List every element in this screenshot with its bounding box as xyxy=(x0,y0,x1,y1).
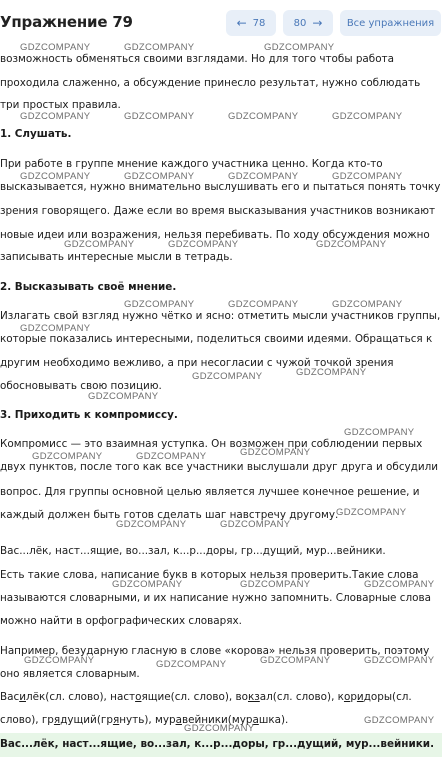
text-line: обосновывать свою позицию. xyxy=(0,380,162,392)
highlighted-letter: о xyxy=(343,691,351,703)
watermark: GDZCOMPANY xyxy=(296,367,367,378)
watermark: GDZCOMPANY xyxy=(124,42,195,53)
watermark: GDZCOMPANY xyxy=(336,507,407,518)
highlighted-letter: о xyxy=(135,691,142,703)
word-part: доры(сл. xyxy=(363,691,412,703)
watermark: GDZCOMPANY xyxy=(228,111,299,122)
watermark: GDZCOMPANY xyxy=(228,299,299,310)
text-line: Компромисс — это взаимная уступка. Он возможен при соблюдении первых xyxy=(0,438,423,450)
word-part: дущий(гр xyxy=(60,714,113,726)
text-line: высказывается, нужно внимательно выслушивать его и пытаться понять точку xyxy=(0,181,441,193)
watermark: GDZCOMPANY xyxy=(240,447,311,458)
watermark: GDZCOMPANY xyxy=(20,171,91,182)
text-line: три простых правила. xyxy=(0,99,121,111)
watermark: GDZCOMPANY xyxy=(168,239,239,250)
watermark: GDZCOMPANY xyxy=(24,655,95,666)
watermark: GDZCOMPANY xyxy=(260,655,331,666)
watermark: GDZCOMPANY xyxy=(124,299,195,310)
watermark: GDZCOMPANY xyxy=(184,723,255,734)
text-line: оно является словарным. xyxy=(0,668,140,680)
arrow-right-icon: → xyxy=(312,16,323,30)
word-part: лёк(сл. слово), наст xyxy=(25,691,136,703)
watermark: GDZCOMPANY xyxy=(88,391,159,402)
section-heading: 2. Высказывать своё мнение. xyxy=(0,281,177,293)
watermark: GDZCOMPANY xyxy=(228,171,299,182)
word-part: шка). xyxy=(258,714,289,726)
highlighted-letter: кз xyxy=(247,691,260,703)
word-part: слово), гр xyxy=(0,714,54,726)
watermark: GDZCOMPANY xyxy=(192,371,263,382)
word-part: р xyxy=(350,691,357,703)
text-line: записывать интересные мысли в тетрадь. xyxy=(0,251,233,263)
highlighted-letter: я xyxy=(53,714,61,726)
watermark: GDZCOMPANY xyxy=(240,579,311,590)
prev-exercise-label: 78 xyxy=(252,17,266,29)
text-line: При работе в группе мнение каждого участника ценно. Когда кто-то xyxy=(0,158,383,170)
text-line: новые идеи или возражения, нельзя перебивать. По ходу обсуждения можно xyxy=(0,229,430,241)
text-line: Есть такие слова, написание букв в которых нельзя проверить.Такие слова xyxy=(0,569,419,581)
watermark: GDZCOMPANY xyxy=(20,111,91,122)
word-analysis-line xyxy=(0,690,412,704)
text-line: Излагать свой взгляд нужно чётко и ясно: отметить мысли участников группы, xyxy=(0,310,441,322)
watermark: GDZCOMPANY xyxy=(364,715,435,726)
watermark: GDZCOMPANY xyxy=(220,519,291,530)
highlighted-letter: а xyxy=(252,714,259,726)
text-line: вопрос. Для группы основной целью является лучшее конечное решение, и xyxy=(0,486,420,498)
watermark: GDZCOMPANY xyxy=(332,111,403,122)
watermark: GDZCOMPANY xyxy=(124,111,195,122)
answer-highlight-bar xyxy=(0,733,442,757)
section-heading: 1. Слушать. xyxy=(0,128,72,140)
text-line: которые показались интересными, поделиться своими идеями. Обращаться к xyxy=(0,333,433,345)
section-heading: 3. Приходить к компромиссу. xyxy=(0,409,178,421)
text-line: другим необходимо вежливо, а при несогласии с чужой точкой зрения xyxy=(0,357,394,369)
watermark: GDZCOMPANY xyxy=(156,659,227,670)
highlighted-letter: а xyxy=(175,714,182,726)
text-line: двух пунктов, после того как все участники выслушали друг друга и обсудили xyxy=(0,461,439,473)
text-line: каждый должен быть готов сделать шаг навстречу другому. xyxy=(0,509,339,521)
next-exercise-label: 80 xyxy=(293,17,307,29)
text-line: возможность обменяться своими взглядами. Но для того чтобы работа xyxy=(0,53,394,65)
text-line: зрения говорящего. Даже если во время высказывания участников возникают xyxy=(0,205,436,217)
watermark: GDZCOMPANY xyxy=(364,579,435,590)
word-part: ящие(сл. слово), во xyxy=(141,691,248,703)
next-exercise-button[interactable] xyxy=(283,10,333,36)
watermark: GDZCOMPANY xyxy=(344,427,415,438)
text-line: Вас...лёк, наст...ящие, во...зал, к...р...доры, гр...дущий, мур...вейники. xyxy=(0,545,386,557)
watermark: GDZCOMPANY xyxy=(136,451,207,462)
page-title: Упражнение 79 xyxy=(0,13,133,31)
word-part: нуть), мур xyxy=(119,714,176,726)
prev-exercise-button[interactable] xyxy=(226,10,276,36)
answer-line: Вас...лёк, наст...ящие, во...зал, к...р...доры, гр...дущий, мур...вейники. xyxy=(0,738,435,750)
highlighted-letter: и xyxy=(356,691,364,703)
watermark: GDZCOMPANY xyxy=(316,239,387,250)
highlighted-letter: я xyxy=(112,714,120,726)
watermark: GDZCOMPANY xyxy=(64,239,135,250)
watermark: GDZCOMPANY xyxy=(264,42,335,53)
watermark: GDZCOMPANY xyxy=(20,323,91,334)
arrow-left-icon: ← xyxy=(236,16,247,30)
watermark: GDZCOMPANY xyxy=(332,171,403,182)
all-exercises-button[interactable] xyxy=(340,10,441,36)
word-part: ал(сл. слово), к xyxy=(259,691,344,703)
watermark: GDZCOMPANY xyxy=(124,171,195,182)
watermark: GDZCOMPANY xyxy=(332,299,403,310)
highlighted-letter: и xyxy=(19,691,26,703)
watermark: GDZCOMPANY xyxy=(112,579,183,590)
word-part: Вас xyxy=(0,691,20,703)
watermark: GDZCOMPANY xyxy=(20,42,91,53)
text-line: называются словарными, и их написание нужно запомнить. Словарные слова xyxy=(0,592,431,604)
all-exercises-label: Все упражнения xyxy=(346,17,435,29)
watermark: GDZCOMPANY xyxy=(116,519,187,530)
watermark: GDZCOMPANY xyxy=(32,451,103,462)
text-line: проходила слаженно, а обсуждение принесло результат, нужно соблюдать xyxy=(0,77,421,89)
word-part: вейники(мур xyxy=(181,714,253,726)
exercise-header xyxy=(0,0,442,46)
text-line: Например, безударную гласную в слове «корова» нельзя проверить, поэтому xyxy=(0,645,430,657)
watermark: GDZCOMPANY xyxy=(364,655,435,666)
text-line: можно найти в орфографических словарях. xyxy=(0,615,242,627)
